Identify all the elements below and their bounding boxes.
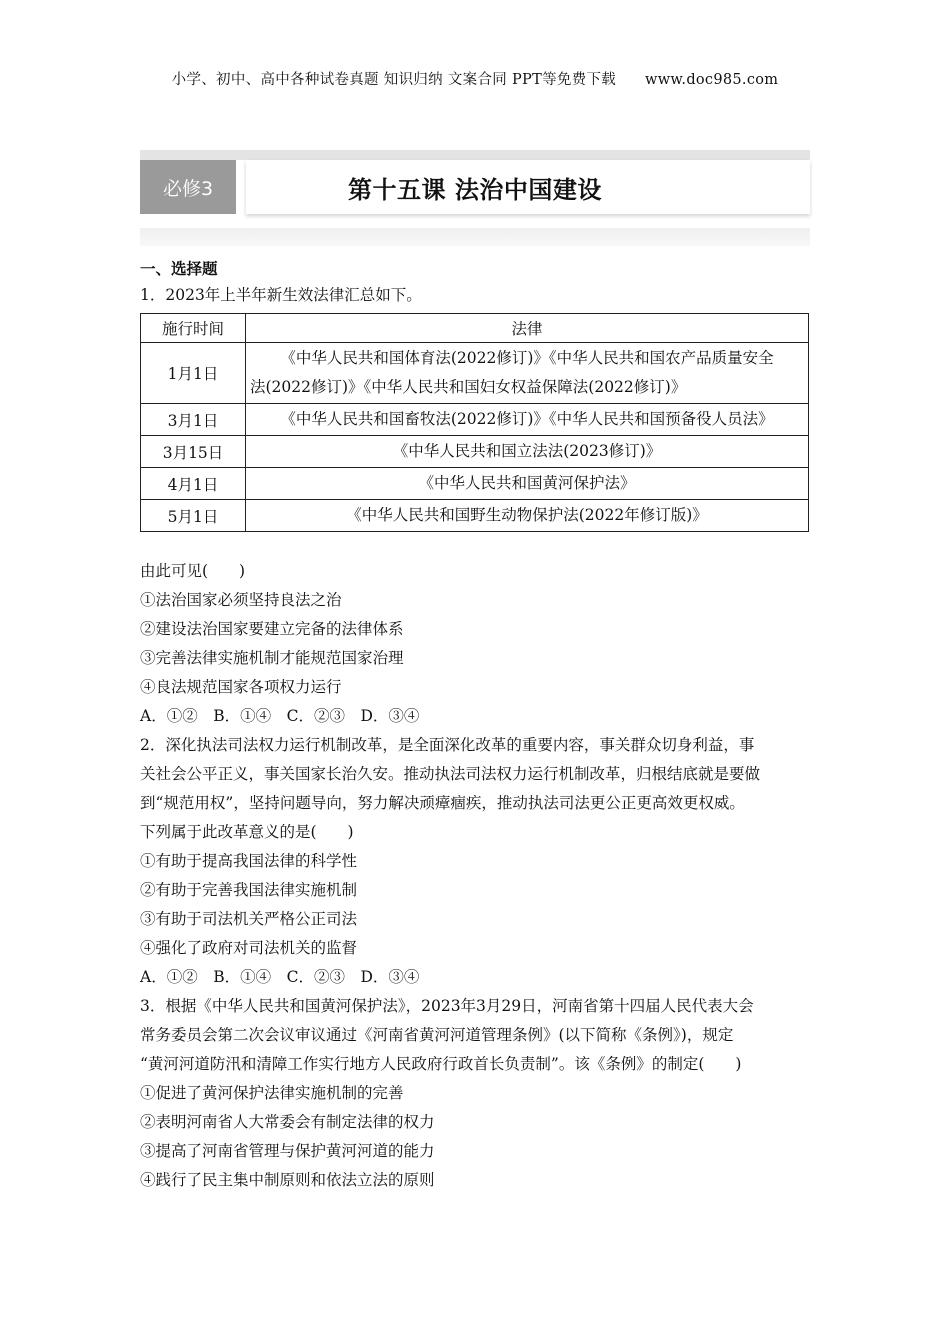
answer-choices: A．①② B．①④ C．②③ D．③④	[140, 968, 420, 986]
question-line: 3．根据《中华人民共和国黄河保护法》，2023年3月29日，河南省第十四届人民代表大会	[140, 997, 754, 1015]
date-cell: 3月1日	[141, 404, 246, 436]
table-row	[141, 468, 809, 500]
option-item: ④践行了民主集中制原则和依法立法的原则	[140, 1171, 435, 1189]
law-cell	[246, 343, 809, 404]
option-item: ③提高了河南省管理与保护黄河河道的能力	[140, 1142, 435, 1160]
question-stem: 1．2023年上半年新生效法律汇总如下。	[140, 286, 422, 304]
question-line: 关社会公平正义，事关国家长治久安。推动执法司法权力运行机制改革，归根结底就是要做	[140, 765, 761, 783]
section-title: 一、选择题	[140, 259, 218, 278]
question-line: 到“规范用权”，坚持问题导向，努力解决顽瘴痼疾，推动执法司法更公正更高效更权威。	[140, 794, 745, 812]
law-table	[140, 313, 809, 532]
table-row	[141, 436, 809, 468]
option-item: ②表明河南省人大常委会有制定法律的权力	[140, 1113, 435, 1131]
option-item: ②建设法治国家要建立完备的法律体系	[140, 620, 404, 638]
column-header: 施行时间	[141, 314, 246, 343]
lesson-title: 第十五课 法治中国建设	[348, 174, 602, 204]
banner-stripe	[140, 150, 810, 160]
law-line: 《中华人民共和国体育法(2022修订)》《中华人民共和国农产品质量安全	[280, 349, 774, 367]
option-item: ④良法规范国家各项权力运行	[140, 678, 342, 696]
banner-title-box	[246, 160, 810, 214]
option-item: ④强化了政府对司法机关的监督	[140, 939, 358, 957]
table-header-row	[141, 314, 809, 343]
date-cell: 1月1日	[141, 343, 246, 404]
question-2	[140, 731, 810, 992]
question-line: 下列属于此改革意义的是( )	[140, 823, 354, 841]
option-item: ①法治国家必须坚持良法之治	[140, 591, 342, 609]
header-text: 小学、初中、高中各种试卷真题 知识归纳 文案合同 PPT等免费下载	[171, 72, 617, 88]
column-header: 法律	[246, 314, 809, 343]
question-line: “黄河河道防汛和清障工作实行地方人民政府行政首长负责制”。该《条例》的制定( )	[140, 1055, 742, 1073]
option-item: ③完善法律实施机制才能规范国家治理	[140, 649, 404, 667]
question-prompt: 由此可见( )	[140, 562, 246, 580]
option-item: ①有助于提高我国法律的科学性	[140, 852, 358, 870]
lesson-banner	[140, 150, 810, 245]
table-row	[141, 500, 809, 532]
law-cell: 《中华人民共和国立法法(2023修订)》	[246, 436, 809, 468]
date-cell: 4月1日	[141, 468, 246, 500]
header-url[interactable]: www.doc985.com	[645, 72, 779, 88]
question-line: 2．深化执法司法权力运行机制改革，是全面深化改革的重要内容，事关群众切身利益，事	[140, 736, 755, 754]
option-item: ②有助于完善我国法律实施机制	[140, 881, 358, 899]
question-1	[140, 281, 810, 731]
date-cell: 5月1日	[141, 500, 246, 532]
law-cell: 《中华人民共和国野生动物保护法(2022年修订版)》	[246, 500, 809, 532]
table-row	[141, 343, 809, 404]
law-cell: 《中华人民共和国畜牧法(2022修订)》《中华人民共和国预备役人员法》	[246, 404, 809, 436]
option-item: ③有助于司法机关严格公正司法	[140, 910, 358, 928]
banner-tag: 必修3	[140, 160, 236, 214]
date-cell: 3月15日	[141, 436, 246, 468]
question-3	[140, 992, 810, 1195]
content	[140, 255, 810, 1195]
table-row	[141, 404, 809, 436]
answer-choices: A．①② B．①④ C．②③ D．③④	[140, 707, 420, 725]
law-line: 法(2022修订)》《中华人民共和国妇女权益保障法(2022修订)》	[250, 378, 687, 396]
question-line: 常务委员会第二次会议审议通过《河南省黄河河道管理条例》(以下简称《条例》)，规定	[140, 1026, 734, 1044]
option-item: ①促进了黄河保护法律实施机制的完善	[140, 1084, 404, 1102]
page-header	[0, 68, 950, 89]
law-cell: 《中华人民共和国黄河保护法》	[246, 468, 809, 500]
banner-shadow	[140, 228, 810, 246]
